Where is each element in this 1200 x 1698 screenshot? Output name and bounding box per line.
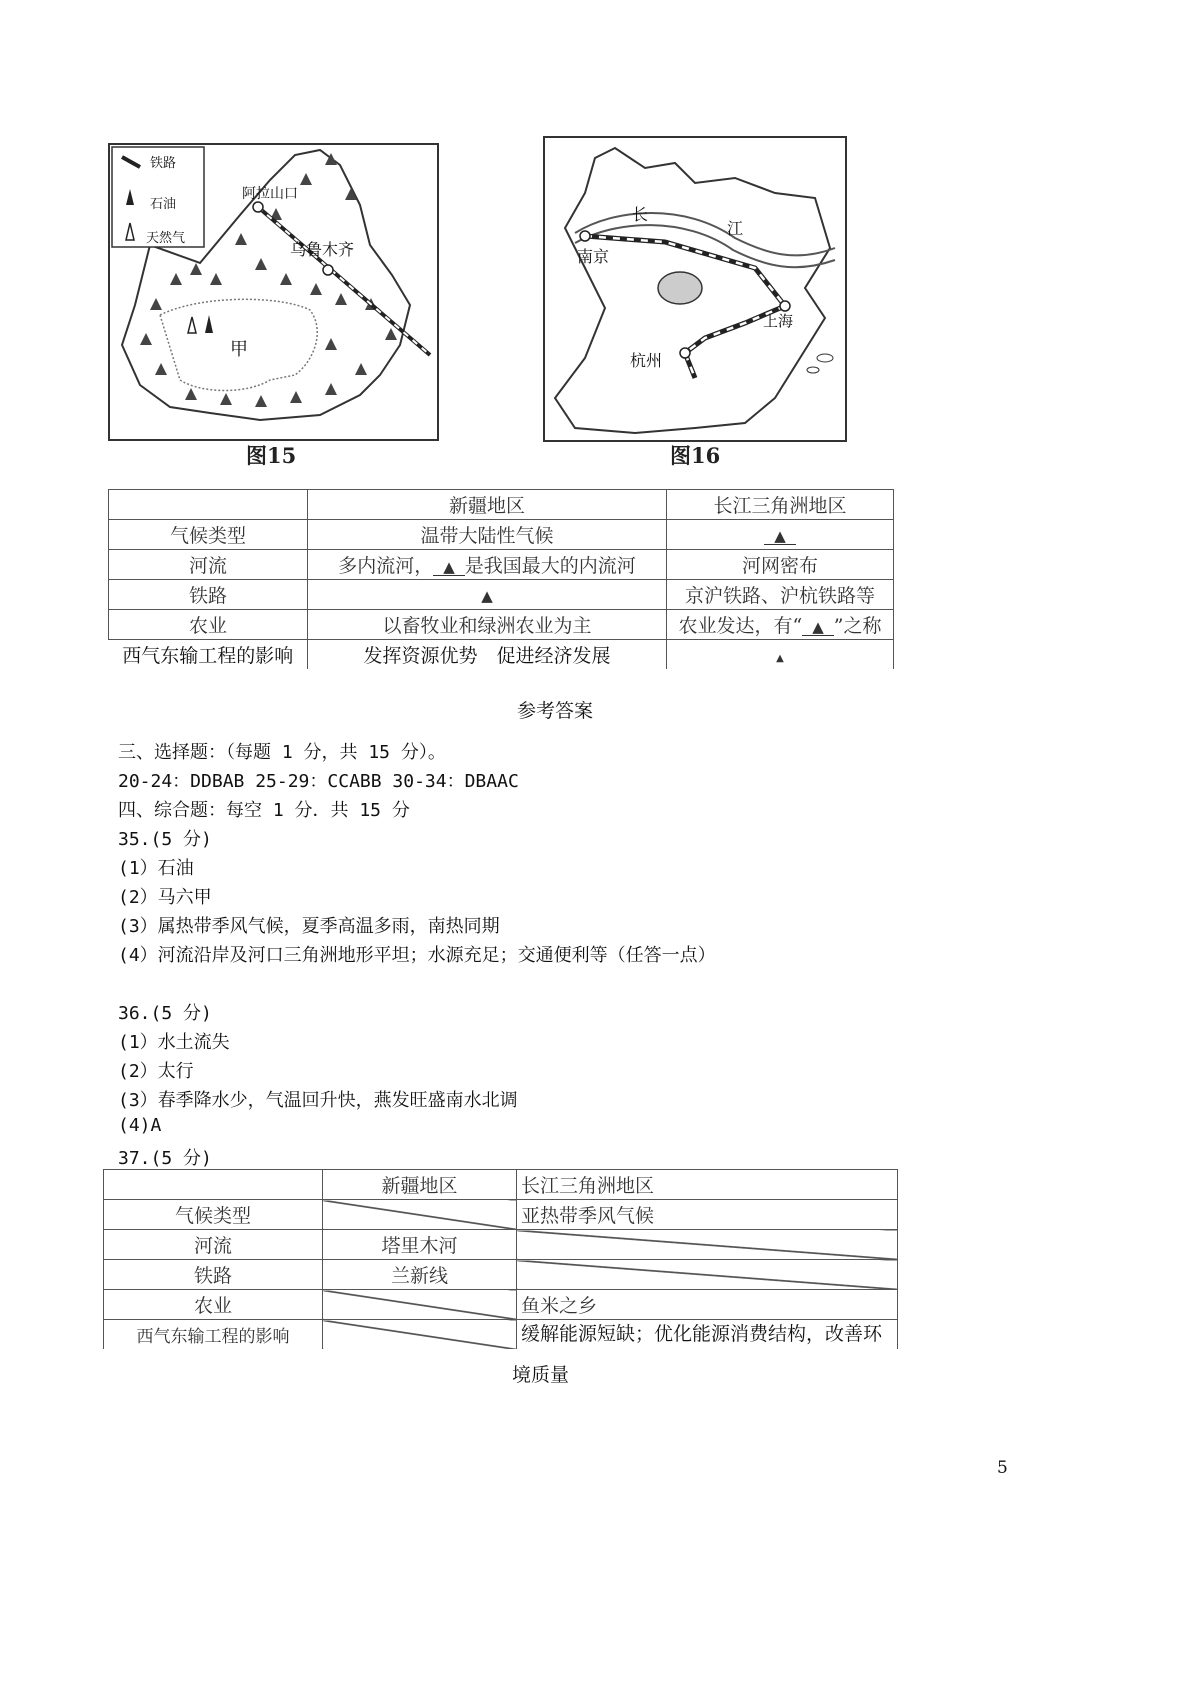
label-alashankou: 阿拉山口 — [242, 186, 298, 202]
header-yangtze: 长江三角洲地区 — [667, 490, 894, 520]
label-hangzhou: 杭州 — [630, 351, 663, 370]
table-row: 气候类型 温带大陆性气候 ▲ — [109, 520, 894, 550]
label-nanjing: 南京 — [577, 247, 610, 266]
answer-line: 四、综合题：每空 1 分．共 15 分 — [118, 800, 410, 821]
table-row: 西气东输工程的影响 缓解能源短缺；优化能源消费结构，改善环 — [104, 1320, 898, 1350]
answer-table-overflow-text: 境质量 — [512, 1364, 570, 1386]
answer-line: 20-24：DDBAB 25-29：CCABB 30-34：DBAAC — [118, 771, 519, 792]
answer-line: (3）春季降水少，气温回升快，燕发旺盛南水北调 — [118, 1090, 518, 1111]
header-yangtze: 长江三角洲地区 — [517, 1170, 898, 1200]
answer-blank: ▲ — [481, 586, 493, 605]
legend-rail-label: 铁路 — [150, 156, 177, 171]
answer-line: (2）马六甲 — [118, 887, 212, 908]
answer-table — [103, 1169, 898, 1349]
answer-line: (2）太行 — [118, 1061, 194, 1082]
legend-oil-label: 石油 — [150, 197, 177, 212]
table-row: 气候类型 亚热带季风气候 — [104, 1200, 898, 1230]
answer-line: (4)A — [118, 1115, 162, 1136]
label-urumqi: 乌鲁木齐 — [290, 240, 355, 259]
answer-line: 35.(5 分) — [118, 829, 212, 850]
map-figure-15 — [108, 143, 439, 441]
answer-blank: ▲ — [433, 560, 465, 576]
figure-16-caption: 图16 — [670, 443, 721, 468]
yangtze-delta-map — [545, 138, 845, 440]
answer-line: (1）石油 — [118, 858, 194, 879]
label-shanghai: 上海 — [763, 312, 794, 330]
answer-blank: ▲ — [764, 529, 796, 545]
answer-line: 37.(5 分) — [118, 1148, 212, 1169]
table-row: 农业 以畜牧业和绿洲农业为主 农业发达，有“ ▲ ”之称 — [109, 610, 894, 640]
answer-blank: ▲ — [776, 652, 784, 664]
answer-blank: ▲ — [802, 620, 834, 636]
answer-line: 三、选择题：（每题 1 分，共 15 分）。 — [118, 742, 446, 763]
header-xinjiang: 新疆地区 — [308, 490, 667, 520]
table-row: 铁路 兰新线 — [104, 1260, 898, 1290]
answer-line: 36.(5 分) — [118, 1003, 212, 1024]
answers-title: 参考答案 — [516, 700, 593, 722]
header-xinjiang: 新疆地区 — [323, 1170, 517, 1200]
page-number: 5 — [997, 1458, 1008, 1478]
question-table — [108, 489, 894, 669]
label-basin-jia: 甲 — [230, 339, 248, 360]
table-row: 西气东输工程的影响 发挥资源优势 促进经济发展 ▲ — [109, 640, 894, 670]
answer-line: (3）属热带季风气候，夏季高温多雨，南热同期 — [118, 916, 500, 937]
map-figure-16 — [543, 136, 847, 442]
table-row: 河流 多内流河， ▲ 是我国最大的内流河 河网密布 — [109, 550, 894, 580]
answer-line: (1）水土流失 — [118, 1032, 230, 1053]
table-row: 农业 鱼米之乡 — [104, 1290, 898, 1320]
figure-15-caption: 图15 — [246, 443, 297, 468]
table-row: 河流 塔里木河 — [104, 1230, 898, 1260]
legend-gas-label: 天然气 — [146, 231, 186, 246]
table-header-row — [109, 490, 894, 520]
table-row: 铁路 ▲ 京沪铁路、沪杭铁路等 — [109, 580, 894, 610]
label-jiang: 江 — [727, 219, 744, 238]
label-chang: 长 — [632, 205, 649, 224]
answer-line: (4）河流沿岸及河口三角洲地形平坦；水源充足；交通便利等（任答一点） — [118, 945, 716, 966]
table-header-row — [104, 1170, 898, 1200]
